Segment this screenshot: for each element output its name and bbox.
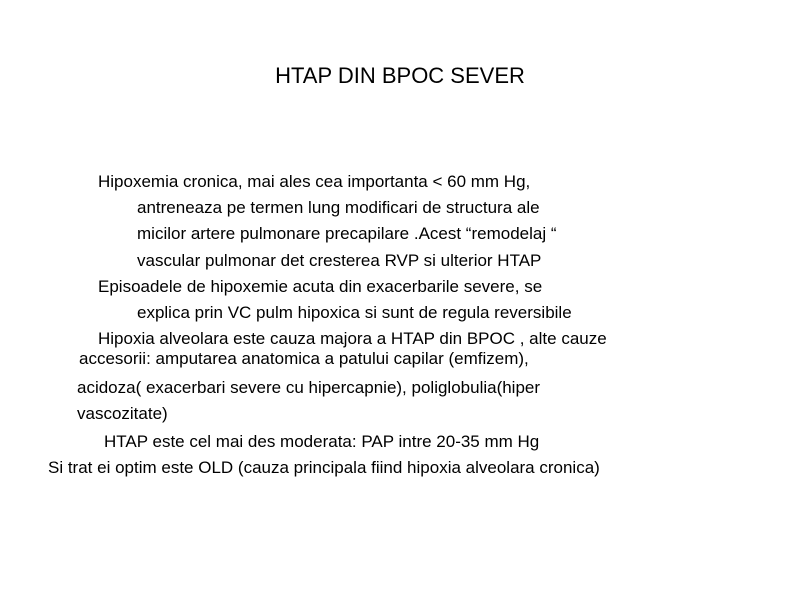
body-line-1: Hipoxemia cronica, mai ales cea importanta < 60 mm Hg,	[98, 172, 531, 191]
body-line-6: explica prin VC pulm hipoxica si sunt de regula reversibile	[137, 303, 572, 322]
body-line-5: Episoadele de hipoxemie acuta din exacerbarile severe, se	[98, 277, 543, 296]
body-line-10: vascozitate)	[77, 404, 168, 423]
body-line-2: antreneaza pe termen lung modificari de structura ale	[137, 198, 540, 217]
body-line-3: micilor artere pulmonare precapilare .Acest “remodelaj “	[137, 224, 557, 243]
body-line-8: accesorii: amputarea anatomica a patului capilar (emfizem),	[79, 349, 529, 368]
body-line-4: vascular pulmonar det cresterea RVP si ulterior HTAP	[137, 251, 542, 270]
body-line-12: Si trat ei optim este OLD (cauza principala fiind hipoxia alveolara cronica)	[48, 458, 600, 477]
body-line-7: Hipoxia alveolara este cauza majora a HTAP din BPOC , alte cauze	[98, 329, 607, 348]
slide-title: HTAP DIN BPOC SEVER	[275, 63, 525, 88]
body-line-11: HTAP este cel mai des moderata: PAP intre 20-35 mm Hg	[104, 432, 540, 451]
body-line-9: acidoza( exacerbari severe cu hipercapnie), poliglobulia(hiper	[77, 378, 541, 397]
